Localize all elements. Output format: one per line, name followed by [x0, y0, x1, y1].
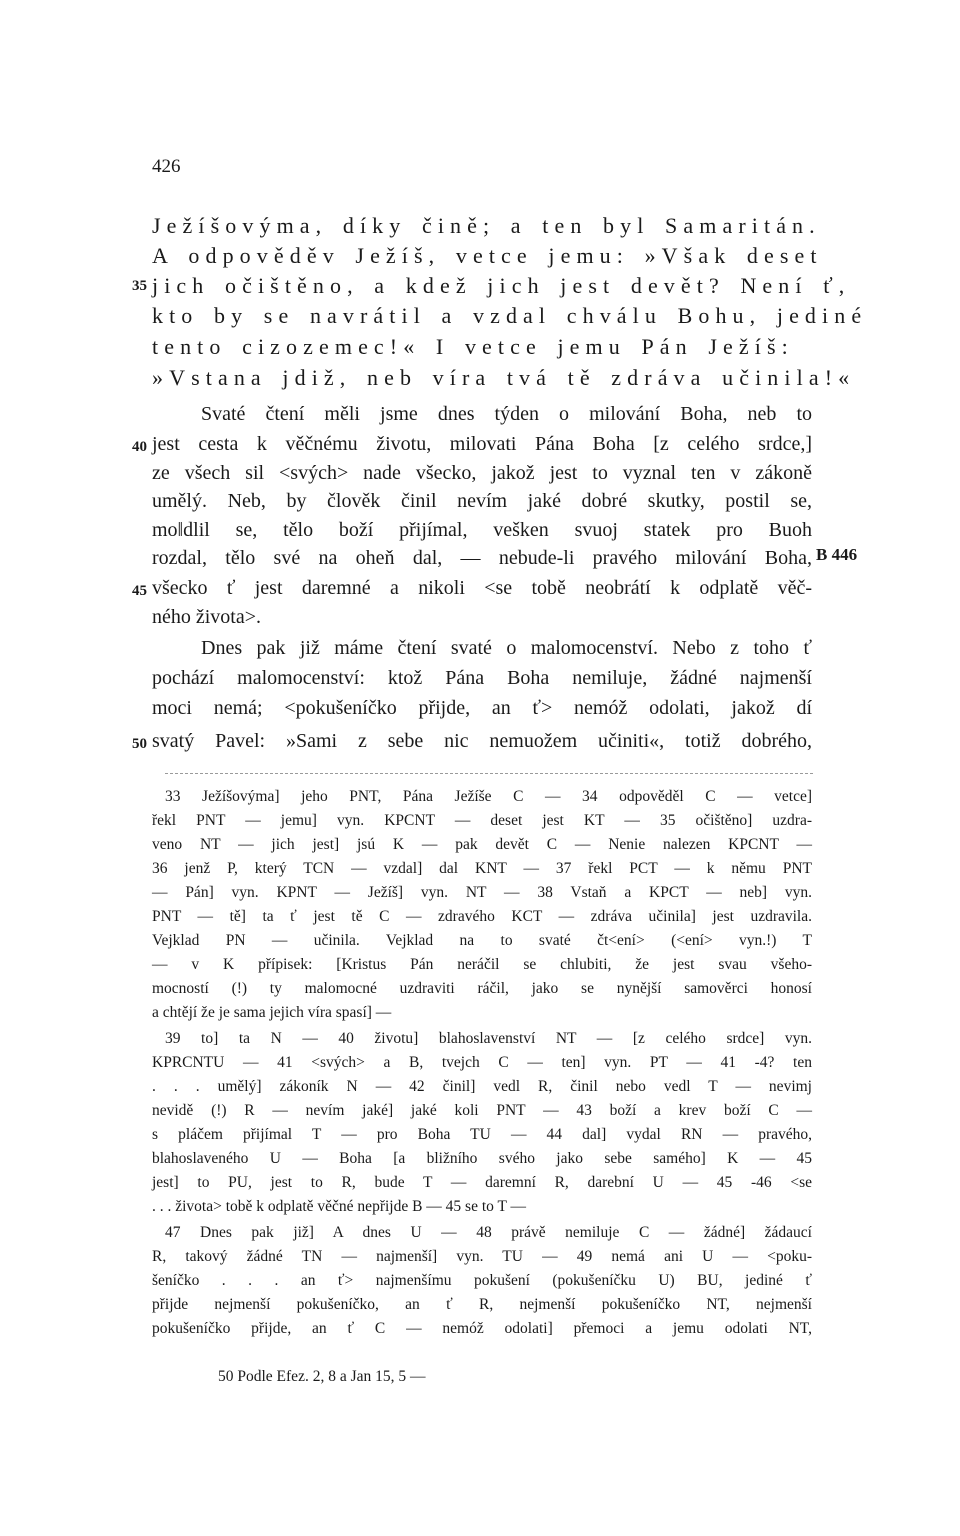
footnote-line: PNT — tě] ta ť jest tě C — zdravého KCT — zdráva učinila] jest uzdravila.: [152, 908, 812, 925]
body-line: všecko ť jest daremné a nikoli <se tobě neobrátí k odplatě věč-: [152, 577, 812, 599]
footnote-line: přijde nejmenší pokušeníčko, an ť R, nejmenší pokušeníčko NT, nejmenší: [152, 1296, 812, 1313]
footnote-line: 39 to] ta N — 40 životu] blahoslavenství NT — [z celého srdce] vyn.: [165, 1030, 812, 1047]
verse-line: A odpověděv Ježíš, vetce jemu: »Však deset: [152, 243, 823, 268]
line-number: 35: [132, 278, 147, 294]
verse-line: tento cizozemec!« I vetce jemu Pán Ježíš:: [152, 334, 794, 359]
footnote-line: pokušeníčko přijde, an ť C — nemóž odolati] přemoci a jemu odolati NT,: [152, 1320, 812, 1337]
footnote-line: mocností (!) ty malomocné uzdraviti ráčil, jako se nynější samověrci honosí: [152, 980, 812, 997]
footnote-line: 36 jenž P, který TCN — vzdal] dal KNT — 37 řekl PCT — k němu PNT: [152, 860, 812, 877]
footnote-line: . . . umělý] zákoník N — 42 činil] vedl R, činil nebo vedl T — nevimj: [152, 1078, 812, 1095]
body-line: ze všech sil <svých> nade všecko, jakož jest to vyznal ten v zákoně: [152, 462, 812, 484]
body-line: ného života>.: [152, 606, 262, 628]
footnote-line: Vejklad PN — učinila. Vejklad na to svaté čt<ení> (<ení> vyn.!) T: [152, 932, 812, 949]
footnote-line: KPRCNTU — 41 <svých> a B, tvejch C — ten] vyn. PT — 41 -4? ten: [152, 1054, 812, 1071]
body-line: mo‖dlil se, tělo boží přijímal, vešken svuoj statek pro Buoh: [152, 519, 812, 541]
footnote-line: jest] to PU, jest to R, bude T — daremní R, darební U — 45 -46 <se: [152, 1174, 812, 1191]
verse-line: kto by se navrátil a vzdal chválu Bohu, jediné: [152, 303, 868, 328]
footnote-separator: [165, 773, 813, 774]
body-line: rozdal, tělo své na oheň dal, — nebude-li pravého milování Boha,: [152, 547, 812, 569]
line-number: 50: [132, 736, 147, 752]
body-line: pochází malomocenství: ktož Pána Boha nemiluje, žádné najmenší: [152, 667, 812, 689]
body-line: umělý. Neb, by člověk činil nevím jaké dobré skutky, postil se,: [152, 490, 812, 512]
body-line: Dnes pak již máme čtení svaté o malomocenství. Nebo z toho ť: [201, 637, 812, 659]
footnote-line: nevidě (!) R — nevím jaké] jaké koli PNT — 43 boží a krev boží C —: [152, 1102, 812, 1119]
footnote-line: R, takový žádné TN — najmenší] vyn. TU — 49 nemá ani U — <poku-: [152, 1248, 812, 1265]
footnote-line: řekl PNT — jemu] vyn. KPCNT — deset jest KT — 35 očištěno] uzdra-: [152, 812, 812, 829]
verse-line: jich očištěno, a kdež jich jest devět? Není ť,: [152, 273, 851, 298]
footnote-line: — Pán] vyn. KPNT — Ježíš] vyn. NT — 38 Vstaň a KPCT — neb] vyn.: [152, 884, 812, 901]
footnote-line: šeníčko . . . an ť> najmenšímu pokušení (pokušeníčku U) BU, jediné ť: [152, 1272, 812, 1289]
bottom-note: 50 Podle Efez. 2, 8 a Jan 15, 5 —: [218, 1368, 426, 1385]
verse-line: Ježíšovýma, díky čině; a ten byl Samaritán.: [152, 213, 821, 238]
line-number: 40: [132, 439, 147, 455]
footnote-line: — v K přípisek: [Kristus Pán neráčil se chlubiti, že jest svau všeho-: [152, 956, 812, 973]
body-line: svatý Pavel: »Sami z sebe nic nemuožem učiniti«, totiž dobrého,: [152, 730, 812, 752]
footnote-line: 47 Dnes pak již] A dnes U — 48 právě nemiluje C — žádné] žádaucí: [165, 1224, 812, 1241]
footnote-line: a chtějí že je sama jejich víra spasí] —: [152, 1004, 392, 1021]
footnote-line: . . . života> tobě k odplatě věčné nepřijde B — 45 se to T —: [152, 1198, 527, 1215]
body-line: Svaté čtení měli jsme dnes týden o milování Boha, neb to: [201, 403, 812, 425]
footnote-line: blahoslaveného U — Boha [a bližního svého jako sebe samého] K — 45: [152, 1150, 812, 1167]
page-number: 426: [152, 156, 181, 177]
footnote-line: 33 Ježíšovýma] jeho PNT, Pána Ježíše C — 34 odpověděl C — vetce]: [165, 788, 812, 805]
line-number: 45: [132, 583, 147, 599]
margin-reference: B 446: [816, 545, 858, 564]
body-line: moci nemá; <pokušeníčko přijde, an ť> nemóž odolati, jakož dí: [152, 697, 812, 719]
verse-line: »Vstana jdiž, neb víra tvá tě zdráva učinila!«: [152, 365, 856, 390]
footnote-line: s pláčem přijímal T — pro Boha TU — 44 dal] vydal RN — pravého,: [152, 1126, 812, 1143]
footnote-line: veno NT — jich jest] jsú K — pak devět C — Nenie nalezen KPCNT —: [152, 836, 812, 853]
body-line: jest cesta k věčnému životu, milovati Pána Boha [z celého srdce,]: [152, 433, 812, 455]
